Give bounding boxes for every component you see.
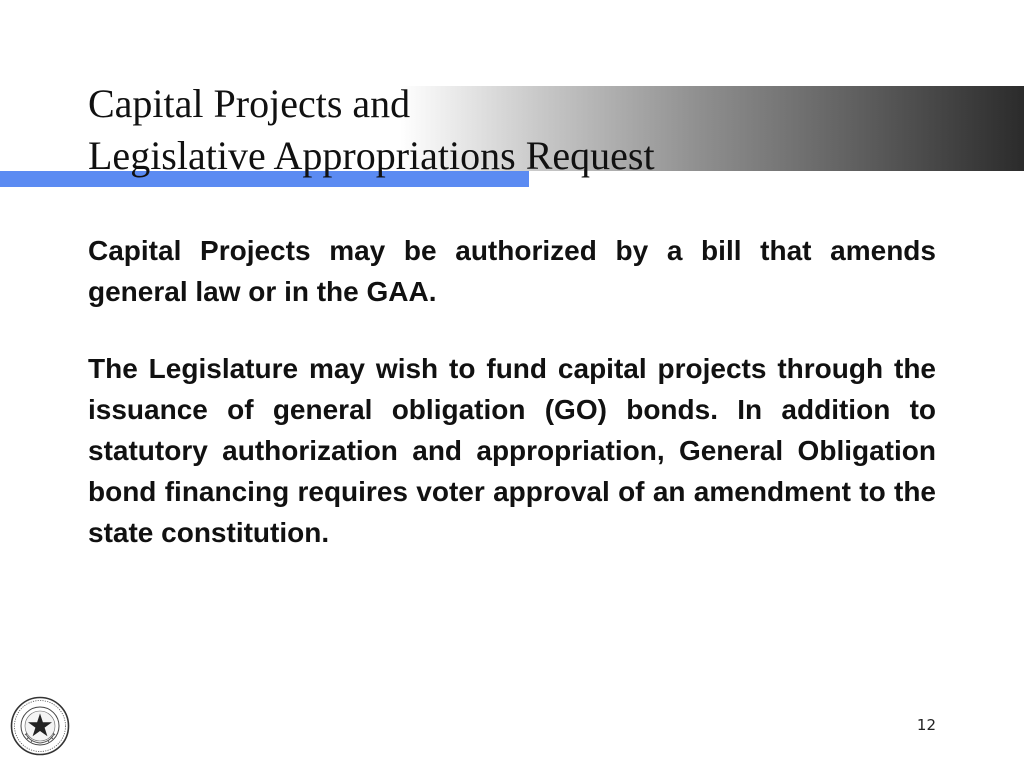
slide-title-line-2: Legislative Appropriations Request <box>88 133 655 178</box>
slide-title <box>88 78 655 182</box>
body-paragraph-1: Capital Projects may be authorized by a bill that amends general law or in the GAA. <box>88 235 936 307</box>
body-paragraph-2: The Legislature may wish to fund capital projects through the issuance of general obligation (GO) bonds. In addition to statutory authorization and appropriation, General Obligation bond financing requires voter approval of an amendment to the state constitution. <box>88 353 936 548</box>
state-seal-icon <box>10 696 70 756</box>
slide-body <box>88 230 936 553</box>
slide-title-line-1: Capital Projects and <box>88 81 411 126</box>
page-number: 12 <box>916 716 936 734</box>
